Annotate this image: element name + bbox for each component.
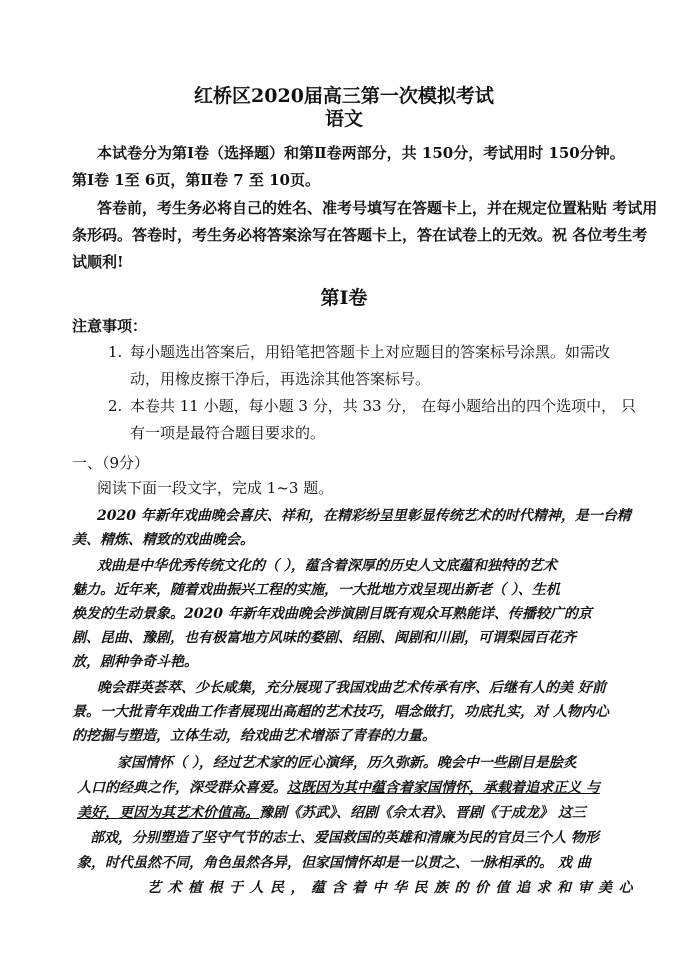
part-1-instruction: 阅读下面一段文字，完成 1~3 题。 [97, 479, 334, 497]
intro-line-2: 第Ⅰ卷 1至 6页，第Ⅱ卷 7 至 10页。 [72, 171, 320, 189]
passage-p2-line-5: 放，剧种争奇斗艳。 [72, 654, 198, 670]
notice-item-2-number: 2. [108, 397, 123, 415]
intro-line-3: 答卷前，考生务必将自己的姓名、准考号填写在答题卡上，并在规定位置粘贴 考试用 [97, 199, 658, 217]
passage-p4-underlined-sentence-b: 美好，更因为其艺术价值高。 [77, 805, 259, 821]
passage-p2-line-2: 魅力。近年来，随着戏曲振兴工程的实施，一大批地方戏呈现出新老（ ）、生机 [72, 582, 560, 598]
passage-p4-underlined-sentence-a: 这既因为其中蕴含着家国情怀，承载着追求正义 与 [287, 780, 600, 796]
passage-p3-line-2: 景。一大批青年戏曲工作者展现出高超的艺术技巧，唱念做打，功底扎实，对 人物内心 [72, 704, 609, 720]
exam-title: 红桥区2020届高三第一次模拟考试 [194, 85, 494, 107]
notice-item-2-line-1: 本卷共 11 小题，每小题 3 分，共 33 分， 在每小题给出的四个选项中， 只 [130, 397, 636, 415]
notice-item-1-line-1: 每小题选出答案后，用铅笔把答题卡上对应题目的答案标号涂黑。如需改 [130, 343, 611, 361]
passage-p2-line-3: 焕发的生动景象。2020 年新年戏曲晚会涉演剧目既有观众耳熟能详、传播较广的京 [72, 606, 592, 622]
passage-p3-line-1: 晚会群英荟萃、少长咸集，充分展现了我国戏曲艺术传承有序、后继有人的美 好前 [97, 680, 606, 696]
passage-p4-line-2 [77, 778, 600, 798]
passage-p3-line-3: 的挖掘与塑造，立体生动，给戏曲艺术增添了青春的力量。 [72, 728, 436, 744]
notice-item-1-number: 1. [108, 343, 123, 361]
passage-p4-line-5: 象，时代虽然不同，角色虽然各异，但家国情怀却是一以贯之、一脉相承的。 戏 曲 [77, 855, 591, 871]
notice-item-2-line-2: 有一项是最符合题目要求的。 [130, 424, 326, 442]
passage-p2-line-4: 剧、昆曲、豫剧，也有极富地方风味的婺剧、绍剧、闽剧和川剧，可谓梨园百花齐 [72, 630, 576, 646]
passage-p4-line-3-plain: 豫剧《苏武》、绍剧《佘太君》、晋剧《于成龙》 这三 [259, 805, 586, 821]
passage-p1-line-1: 2020 年新年戏曲晚会喜庆、祥和，在精彩纷呈里彰显传统艺术的时代精神，是一台精 [97, 508, 631, 524]
notice-label: 注意事项： [72, 317, 148, 335]
intro-line-4: 条形码。答卷时，考生务必将答案涂写在答题卡上，答在试卷上的无效。祝 各位考生考 [72, 226, 648, 244]
passage-p4-line-6: 艺术植根于人民，蕴含着中华民族的价值追求和审美心 [147, 880, 639, 896]
subject-title: 语文 [324, 108, 363, 130]
passage-p1-line-2: 美、精炼、精致的戏曲晚会。 [72, 532, 254, 548]
section-title: 第Ⅰ卷 [320, 287, 368, 309]
passage-p4-line-2-plain: 人口的经典之作，深受群众喜爱。 [77, 780, 287, 796]
passage-p2-line-1: 戏曲是中华优秀传统文化的（ ），蕴含着深厚的历史人文底蕴和独特的艺术 [97, 558, 557, 574]
passage-p4-line-1: 家国情怀（ ），经过艺术家的匠心演绎，历久弥新。晚会中一些剧目是脍炙 [117, 755, 577, 771]
intro-line-5: 试顺利! [72, 253, 124, 271]
passage-p4-line-3 [77, 803, 586, 823]
intro-line-1: 本试卷分为第Ⅰ卷（选择题）和第Ⅱ卷两部分，共 150分，考试用时 150分钟。 [97, 144, 625, 162]
passage-p4-line-4: 部戏，分别塑造了坚守气节的志士、爱国救国的英雄和清廉为民的官员三个人 物形 [90, 830, 599, 846]
part-1-heading: 一、（9分） [72, 454, 150, 472]
notice-item-1-line-2: 动，用橡皮擦干净后，再选涂其他答案标号。 [130, 370, 431, 388]
